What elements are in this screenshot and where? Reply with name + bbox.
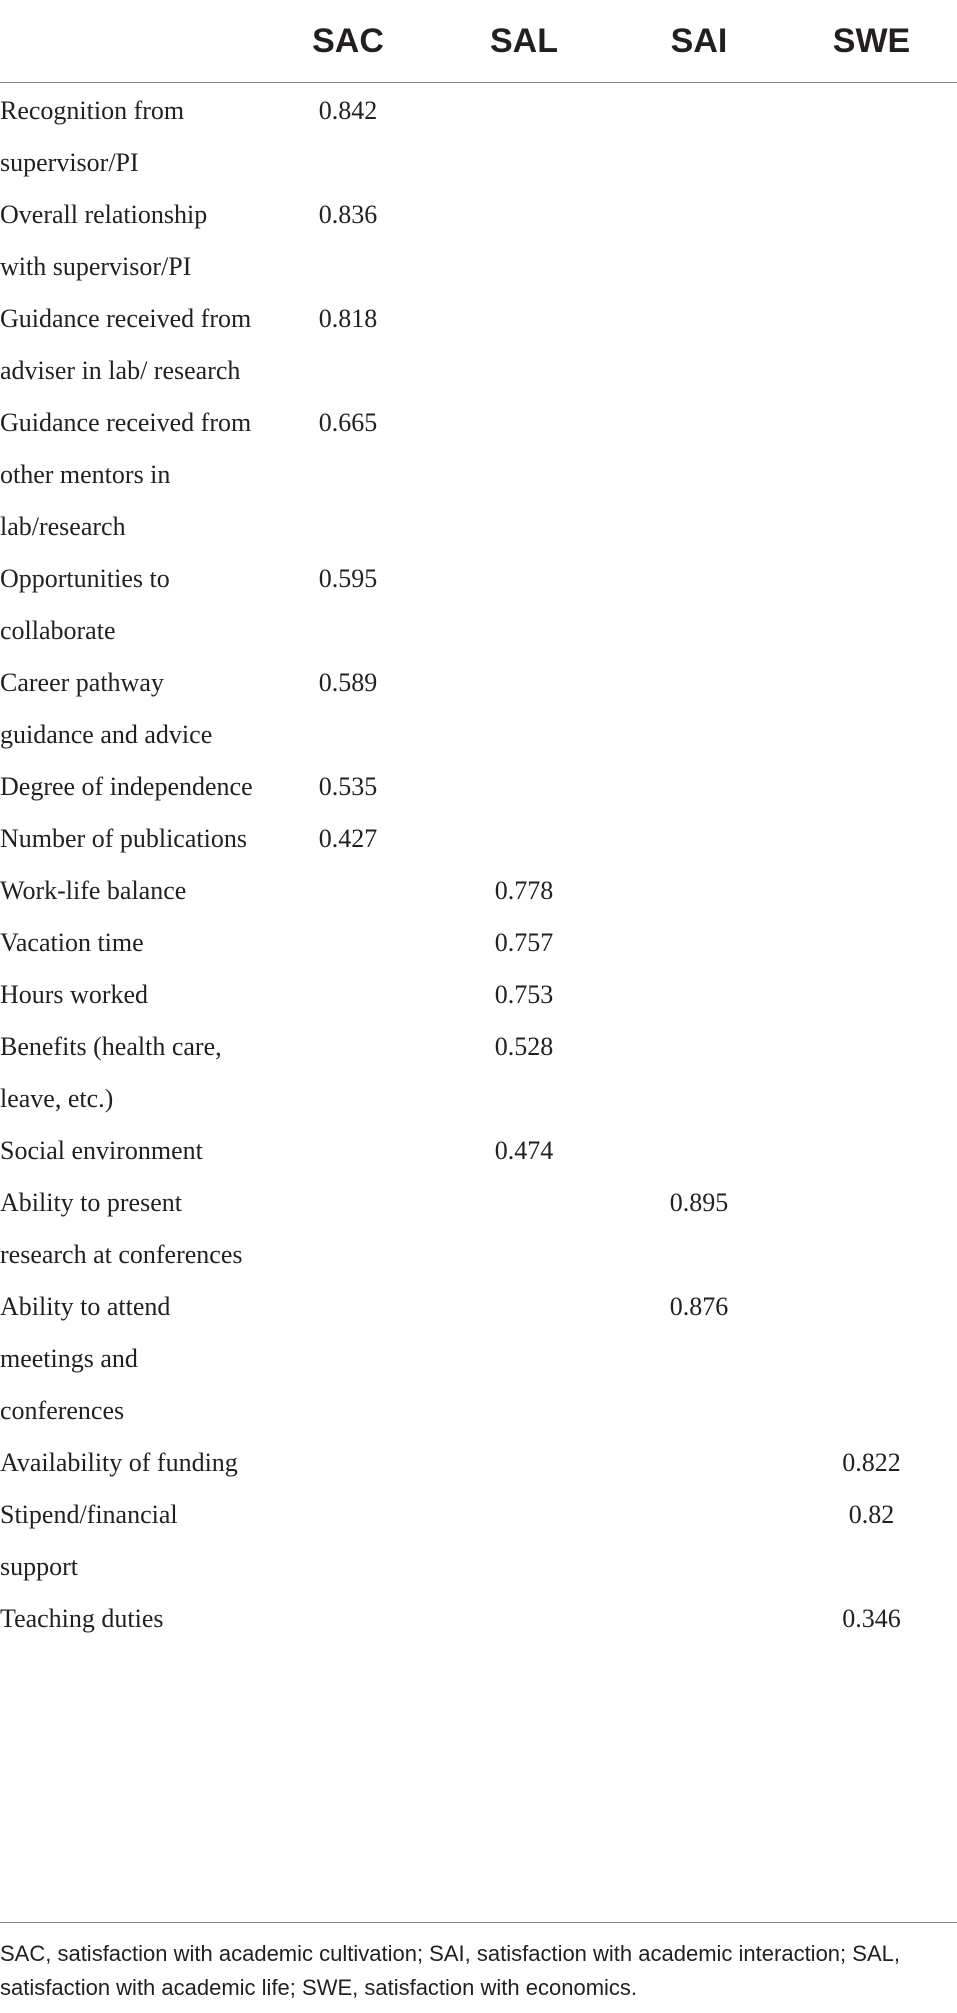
- row-label: Ability to attend meetings and conferences: [0, 1292, 171, 1425]
- table-row: [0, 1125, 957, 1177]
- cell-sai: [612, 293, 786, 397]
- row-label: Teaching duties: [0, 1604, 164, 1633]
- cell-swe: [786, 813, 957, 865]
- row-label: Number of publications: [0, 824, 247, 853]
- table-row: [0, 813, 957, 865]
- cell-sac: [260, 917, 436, 969]
- row-label: Overall relationship with supervisor/PI: [0, 200, 208, 281]
- row-label: Guidance received from other mentors in lab/research: [0, 408, 252, 541]
- table-row: [0, 83, 957, 190]
- cell-swe: [786, 1021, 957, 1125]
- cell-swe: [786, 293, 957, 397]
- cell-sac: 0.842: [318, 96, 378, 125]
- table-row: [0, 1021, 957, 1125]
- cell-swe: [786, 1125, 957, 1177]
- cell-sal: [436, 553, 612, 657]
- cell-sal: 0.528: [494, 1032, 554, 1061]
- cell-sai: [612, 865, 786, 917]
- cell-sai: [612, 761, 786, 813]
- table-row: [0, 397, 957, 553]
- header-item: [0, 0, 260, 83]
- cell-swe: [786, 83, 957, 190]
- cell-sal: [436, 657, 612, 761]
- cell-sal: 0.474: [494, 1136, 554, 1165]
- cell-sai: 0.895: [669, 1188, 729, 1217]
- cell-sai: 0.876: [669, 1292, 729, 1321]
- cell-swe: [786, 189, 957, 293]
- cell-sac: 0.818: [318, 304, 378, 333]
- cell-sai: [612, 1489, 786, 1593]
- cell-swe: [786, 397, 957, 553]
- cell-sai: [612, 1593, 786, 1645]
- row-label: Stipend/financial support: [0, 1500, 178, 1581]
- cell-sac: [260, 1489, 436, 1593]
- cell-sal: [436, 83, 612, 190]
- cell-swe: [786, 761, 957, 813]
- cell-swe: [786, 865, 957, 917]
- cell-sac: [260, 865, 436, 917]
- cell-sac: [260, 1437, 436, 1489]
- header-row: [0, 0, 957, 83]
- cell-sal: [436, 1489, 612, 1593]
- cell-sai: [612, 397, 786, 553]
- cell-sac: 0.595: [318, 564, 378, 593]
- row-label: Career pathway guidance and advice: [0, 668, 213, 749]
- cell-sal: [436, 189, 612, 293]
- cell-swe: [786, 1281, 957, 1437]
- table-footnote: SAC, satisfaction with academic cultivation; SAI, satisfaction with academic interaction; SAL, satisfaction with academic life; SWE, satisfaction with economics.: [0, 1922, 957, 2005]
- cell-sai: [612, 969, 786, 1021]
- row-label: Guidance received from adviser in lab/ research: [0, 304, 252, 385]
- cell-swe: 0.822: [842, 1448, 901, 1477]
- row-label: Opportunities to collaborate: [0, 564, 170, 645]
- table-row: [0, 553, 957, 657]
- table-row: [0, 657, 957, 761]
- cell-sal: [436, 293, 612, 397]
- cell-sac: 0.535: [318, 772, 378, 801]
- header-sal: SAL: [436, 0, 612, 83]
- table-row: [0, 917, 957, 969]
- cell-sac: 0.836: [318, 200, 378, 229]
- cell-swe: [786, 969, 957, 1021]
- cell-sac: [260, 1021, 436, 1125]
- cell-sai: [612, 813, 786, 865]
- table-row: [0, 969, 957, 1021]
- table-header: [0, 0, 957, 83]
- cell-sal: 0.753: [494, 980, 554, 1009]
- cell-sai: [612, 657, 786, 761]
- cell-swe: 0.346: [842, 1604, 901, 1633]
- cell-sal: 0.778: [494, 876, 554, 905]
- cell-swe: [786, 657, 957, 761]
- cell-sal: [436, 813, 612, 865]
- cell-sal: [436, 1281, 612, 1437]
- cell-sal: [436, 761, 612, 813]
- cell-sai: [612, 189, 786, 293]
- header-swe: SWE: [786, 0, 957, 83]
- cell-sac: [260, 1281, 436, 1437]
- row-label: Recognition from supervisor/PI: [0, 96, 185, 177]
- table-row: [0, 189, 957, 293]
- row-label: Social environment: [0, 1136, 203, 1165]
- row-label: Vacation time: [0, 928, 144, 957]
- cell-sal: [436, 1177, 612, 1281]
- table-row: [0, 1177, 957, 1281]
- cell-sac: 0.589: [318, 668, 378, 697]
- table-row: [0, 1489, 957, 1593]
- cell-sai: [612, 83, 786, 190]
- row-label: Work-life balance: [0, 876, 187, 905]
- cell-sai: [612, 553, 786, 657]
- table-row: [0, 761, 957, 813]
- table-row: [0, 1437, 957, 1489]
- cell-sai: [612, 1125, 786, 1177]
- cell-sal: [436, 1593, 612, 1645]
- cell-sac: 0.427: [318, 824, 378, 853]
- table-row: [0, 293, 957, 397]
- table-row: [0, 865, 957, 917]
- table-row: [0, 1593, 957, 1645]
- cell-swe: [786, 917, 957, 969]
- row-label: Ability to present research at conferences: [0, 1188, 243, 1269]
- cell-sal: [436, 1437, 612, 1489]
- cell-swe: [786, 553, 957, 657]
- cell-sac: [260, 1125, 436, 1177]
- cell-sai: [612, 917, 786, 969]
- cell-sai: [612, 1021, 786, 1125]
- cell-sac: 0.665: [318, 408, 378, 437]
- cell-swe: 0.82: [848, 1500, 895, 1529]
- table-body: [0, 83, 957, 1646]
- cell-sai: [612, 1437, 786, 1489]
- cell-sac: [260, 1177, 436, 1281]
- row-label: Availability of funding: [0, 1448, 238, 1477]
- cell-sac: [260, 1593, 436, 1645]
- row-label: Benefits (health care, leave, etc.): [0, 1032, 222, 1113]
- table-row: [0, 1281, 957, 1437]
- cell-sac: [260, 969, 436, 1021]
- cell-sal: 0.757: [494, 928, 554, 957]
- row-label: Degree of independence: [0, 772, 253, 801]
- row-label: Hours worked: [0, 980, 149, 1009]
- header-sai: SAI: [612, 0, 786, 83]
- cell-swe: [786, 1177, 957, 1281]
- cell-sal: [436, 397, 612, 553]
- header-sac: SAC: [260, 0, 436, 83]
